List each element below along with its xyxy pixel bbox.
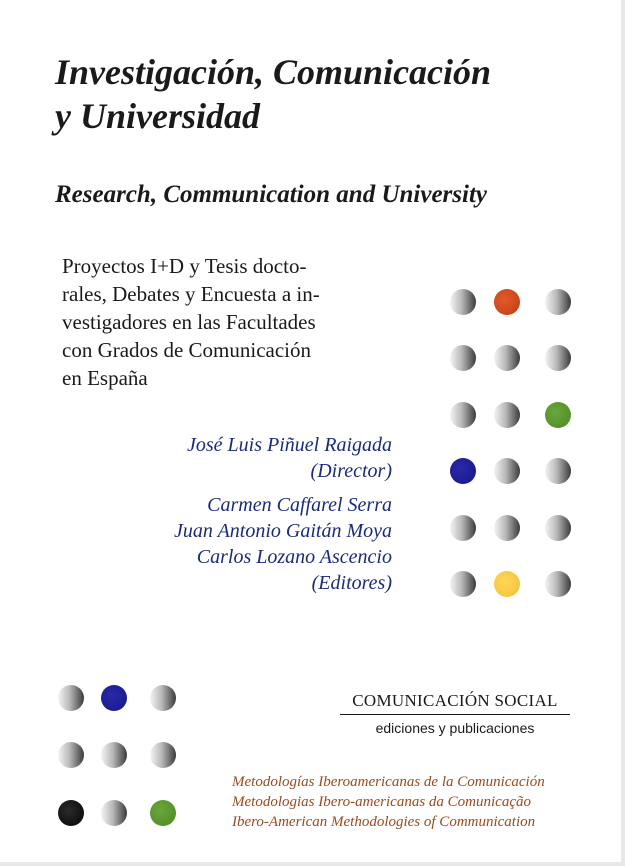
grey-dot bbox=[101, 800, 127, 826]
grey-dot bbox=[450, 571, 476, 597]
description-line: rales, Debates y Encuesta a in- bbox=[62, 282, 320, 306]
publisher-subtitle: ediciones y publicaciones bbox=[375, 720, 535, 736]
grey-dot bbox=[450, 345, 476, 371]
grey-dot bbox=[450, 289, 476, 315]
description-line: con Grados de Comunicación bbox=[62, 338, 312, 362]
green-dot bbox=[545, 402, 571, 428]
grey-dot bbox=[545, 345, 571, 371]
blue-dot bbox=[101, 685, 127, 711]
series-title bbox=[232, 772, 582, 832]
book-title-line-2: y Universidad bbox=[55, 96, 260, 136]
editor-name: Carmen Caffarel Serra bbox=[207, 494, 392, 516]
grey-dot bbox=[494, 515, 520, 541]
black-dot bbox=[58, 800, 84, 826]
editor-name: Carlos Lozano Ascencio bbox=[196, 546, 392, 568]
yellow-dot bbox=[494, 571, 520, 597]
publisher-logo bbox=[340, 690, 570, 739]
grey-dot bbox=[150, 685, 176, 711]
publisher-name: COMUNICACIÓN SOCIAL bbox=[340, 690, 570, 715]
description-line: vestigadores en las Facultades bbox=[62, 310, 316, 334]
grey-dot bbox=[494, 402, 520, 428]
series-line: Metodologias Ibero-americanas da Comunicação bbox=[232, 794, 531, 810]
book-title bbox=[55, 50, 615, 138]
grey-dot bbox=[545, 571, 571, 597]
grey-dot bbox=[58, 685, 84, 711]
editor-name: Juan Antonio Gaitán Moya bbox=[174, 520, 392, 542]
grey-dot bbox=[150, 742, 176, 768]
credit-spacer bbox=[110, 484, 392, 492]
grey-dot bbox=[545, 515, 571, 541]
director-role: (Director) bbox=[310, 460, 392, 482]
grey-dot bbox=[450, 402, 476, 428]
author-credits bbox=[110, 432, 392, 596]
grey-dot bbox=[101, 742, 127, 768]
grey-dot bbox=[494, 345, 520, 371]
description-line: en España bbox=[62, 366, 148, 390]
grey-dot bbox=[58, 742, 84, 768]
editors-role: (Editores) bbox=[311, 572, 392, 594]
red-dot bbox=[494, 289, 520, 315]
book-title-line-1: Investigación, Comunicación bbox=[55, 52, 492, 92]
grey-dot bbox=[494, 458, 520, 484]
director-name: José Luis Piñuel Raigada bbox=[187, 434, 392, 456]
grey-dot bbox=[545, 458, 571, 484]
description-line: Proyectos I+D y Tesis docto- bbox=[62, 254, 307, 278]
grey-dot bbox=[545, 289, 571, 315]
series-line: Ibero-American Methodologies of Communication bbox=[232, 814, 536, 830]
english-title: Research, Communication and University bbox=[55, 181, 487, 208]
blue-dot bbox=[450, 458, 476, 484]
grey-dot bbox=[450, 515, 476, 541]
series-line: Metodologías Iberoamericanas de la Comunicación bbox=[232, 774, 545, 790]
green-dot bbox=[150, 800, 176, 826]
book-description bbox=[62, 252, 402, 392]
